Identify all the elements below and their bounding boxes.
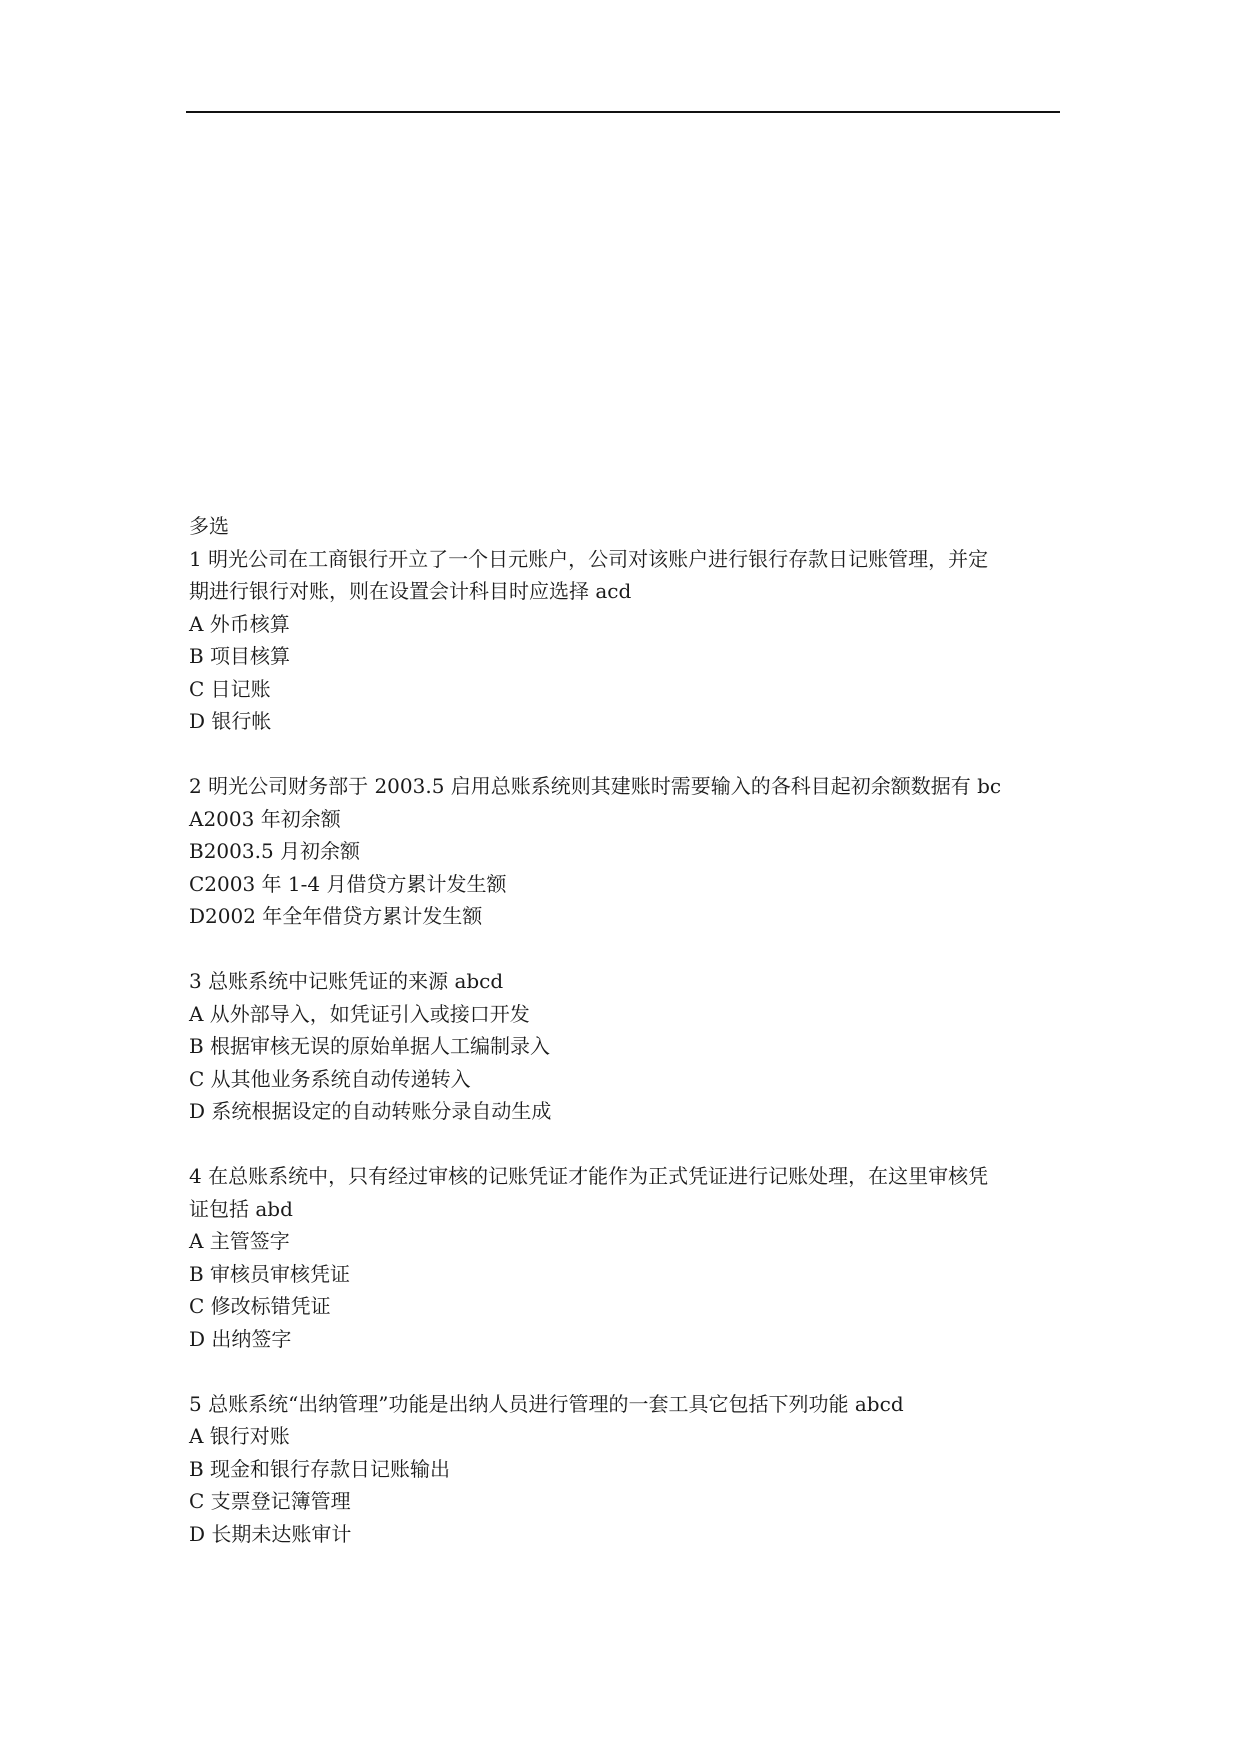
option-c: C 从其他业务系统自动传递转入 (189, 1066, 471, 1091)
option-c: C 日记账 (189, 676, 271, 701)
option-b: B 根据审核无误的原始单据人工编制录入 (189, 1034, 551, 1058)
question-3 (189, 965, 1057, 1128)
header-rule (186, 111, 1060, 113)
question-stem-line: 2 明光公司财务部于 2003.5 启用总账系统则其建账时需要输入的各科目起初余额数据有 bc (189, 774, 1002, 798)
option-a: A 外币核算 (189, 611, 290, 636)
option-b: B 审核员审核凭证 (189, 1261, 351, 1286)
section-title: 多选 (189, 514, 229, 538)
option-c: C2003 年 1-4 月借贷方累计发生额 (189, 871, 507, 896)
question-2 (189, 770, 1057, 933)
option-b: B 项目核算 (189, 644, 291, 668)
option-a: A2003 年初余额 (189, 806, 341, 831)
option-d: D 出纳签字 (189, 1326, 292, 1351)
question-stem-line: 期进行银行对账，则在设置会计科目时应选择 acd (189, 579, 632, 603)
option-d: D 银行帐 (189, 709, 272, 733)
option-d: D 长期未达账审计 (189, 1521, 352, 1546)
question-4 (189, 1160, 1057, 1355)
question-1 (189, 543, 1057, 738)
option-a: A 从外部导入，如凭证引入或接口开发 (189, 1001, 530, 1026)
question-stem-line: 3 总账系统中记账凭证的来源 abcd (189, 969, 504, 993)
option-b: B 现金和银行存款日记账输出 (189, 1456, 451, 1481)
option-a: A 银行对账 (189, 1424, 290, 1448)
option-c: C 支票登记簿管理 (189, 1489, 351, 1513)
question-stem-line: 5 总账系统“出纳管理”功能是出纳人员进行管理的一套工具它包括下列功能 abcd (189, 1391, 904, 1416)
question-stem-line: 证包括 abd (189, 1196, 293, 1221)
option-b: B2003.5 月初余额 (189, 839, 361, 863)
question-stem-line: 1 明光公司在工商银行开立了一个日元账户，公司对该账户进行银行存款日记账管理，并定 (189, 546, 989, 571)
option-d: D2002 年全年借贷方累计发生额 (189, 904, 483, 928)
question-stem-line: 4 在总账系统中，只有经过审核的记账凭证才能作为正式凭证进行记账处理，在这里审核凭 (189, 1164, 989, 1188)
option-d: D 系统根据设定的自动转账分录自动生成 (189, 1099, 552, 1123)
option-c: C 修改标错凭证 (189, 1294, 331, 1318)
option-a: A 主管签字 (189, 1229, 290, 1253)
question-5 (189, 1388, 1057, 1551)
document-body (189, 510, 1057, 1550)
